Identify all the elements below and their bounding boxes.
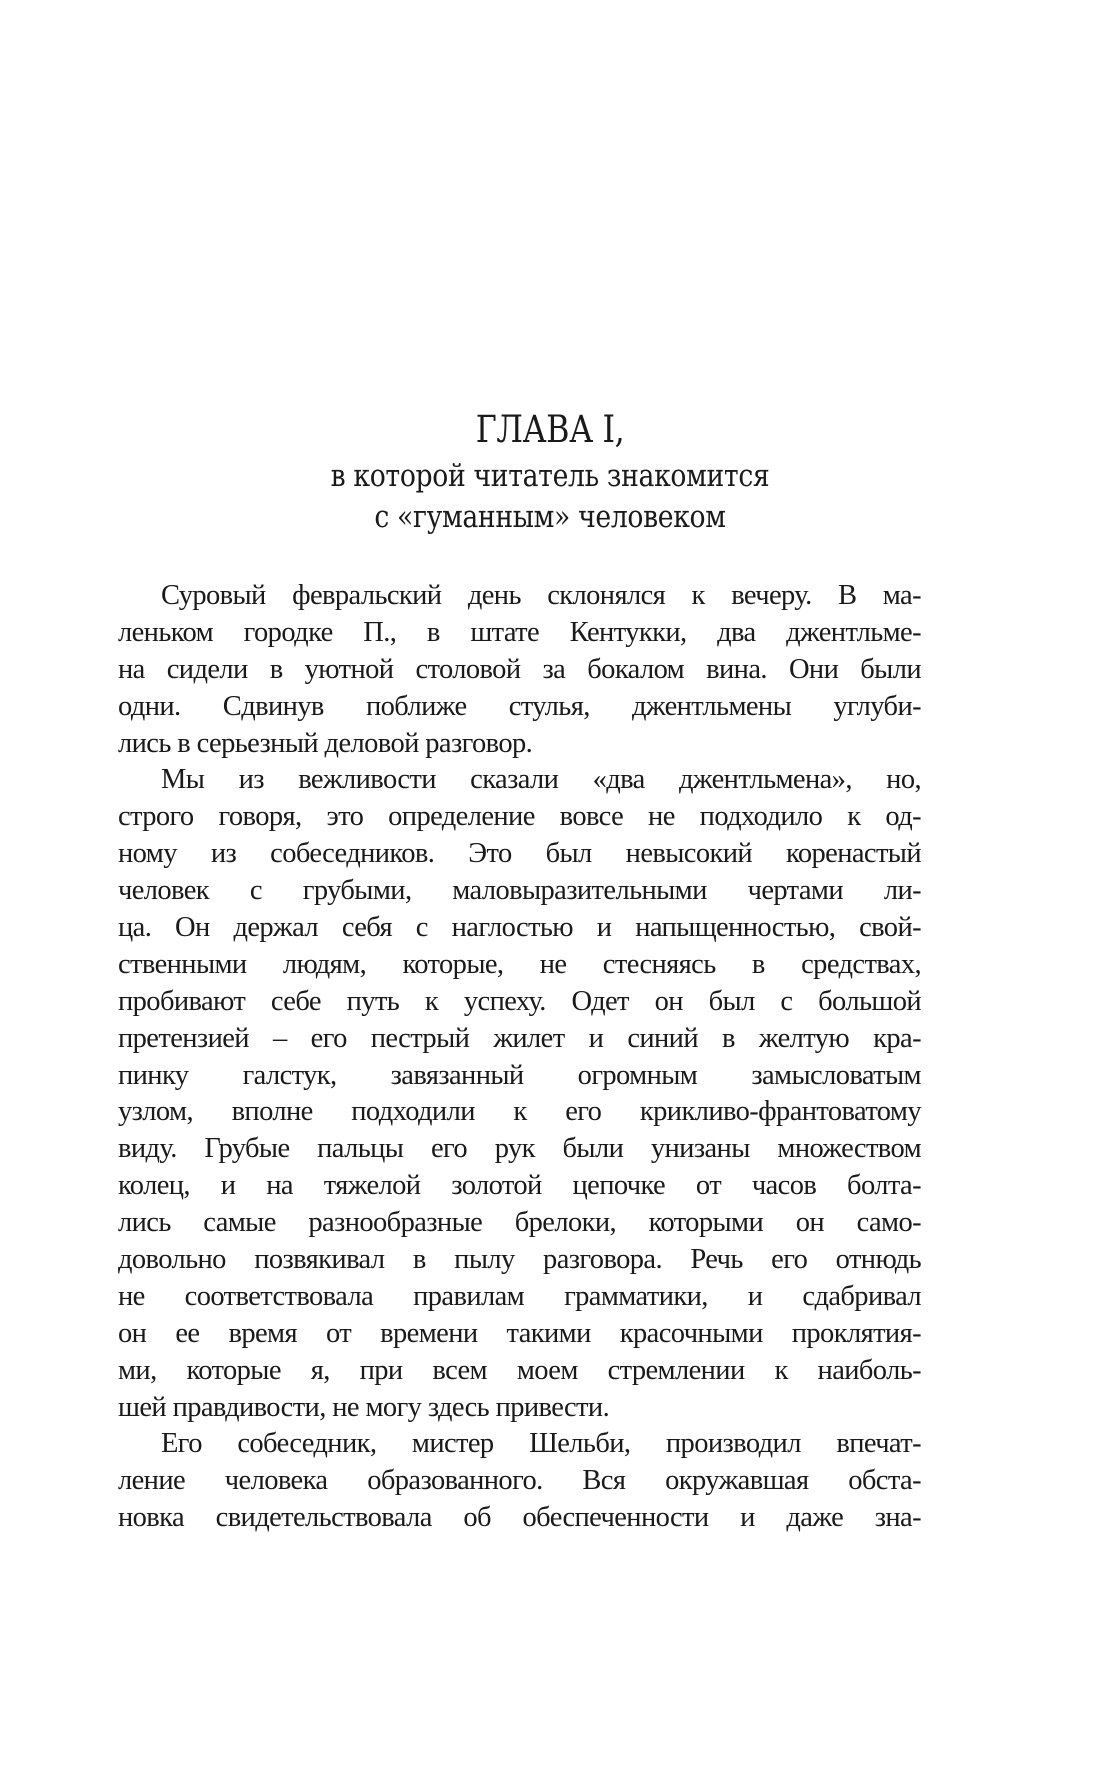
- text-line: Его собеседник, мистер Шельби, производил впечат-: [161, 1428, 921, 1460]
- text-line: не соответствовала правилам грамматики, и сдабривал: [118, 1280, 921, 1312]
- text-line: ственными людям, которые, не стесняясь в средствах,: [118, 948, 921, 980]
- text-line: пробивают себе путь к успеху. Одет он был с большой: [118, 985, 921, 1017]
- text-line: леньком городке П., в штате Кентукки, два джентльме-: [118, 616, 921, 648]
- text-line: человек с грубыми, маловыразительными чертами ли-: [118, 875, 921, 907]
- text-line: довольно позвякивал в пылу разговора. Речь его отнюдь: [118, 1244, 921, 1276]
- paragraph: [118, 1426, 921, 1537]
- text-line: пинку галстук, завязанный огромным замысловатым: [118, 1059, 921, 1091]
- chapter-heading: [0, 404, 1100, 538]
- text-line: ца. Он держал себя с наглостью и напыщенностью, свой-: [118, 912, 921, 944]
- chapter-body: [118, 578, 921, 1537]
- text-line: шей правдивости, не могу здесь привести.: [118, 1391, 610, 1423]
- paragraph: [118, 578, 921, 762]
- chapter-subtitle-line: с «гуманным» человеком: [374, 499, 726, 535]
- text-line: Мы из вежливости сказали «два джентльмена», но,: [161, 764, 921, 796]
- chapter-subtitle-line: в которой читатель знакомится: [330, 458, 770, 494]
- text-line: узлом, вполне подходили к его крикливо-франтоватому: [118, 1096, 921, 1128]
- text-line: на сидели в уютной столовой за бокалом вина. Они были: [118, 653, 921, 685]
- text-line: лись в серьезный деловой разговор.: [118, 727, 533, 759]
- text-line: Суровый февральский день склонялся к вечеру. В ма-: [161, 580, 921, 611]
- text-line: новка свидетельствовала об обеспеченности и даже зна-: [118, 1502, 921, 1534]
- text-line: претензией – его пестрый жилет и синий в желтую кра-: [118, 1022, 921, 1054]
- text-line: виду. Грубые пальцы его рук были унизаны множеством: [118, 1133, 921, 1165]
- chapter-title: ГЛАВА I,: [475, 408, 625, 451]
- text-line: он ее время от времени такими красочными проклятия-: [118, 1317, 921, 1349]
- text-line: строго говоря, это определение вовсе не подходило к од-: [118, 801, 921, 833]
- text-line: ному из собеседников. Это был невысокий коренастый: [118, 838, 921, 870]
- text-line: колец, и на тяжелой золотой цепочке от часов болта-: [118, 1170, 921, 1202]
- text-line: лись самые разнообразные брелоки, которыми он само-: [118, 1207, 921, 1239]
- text-line: одни. Сдвинув поближе стулья, джентльмены углуби-: [118, 690, 921, 722]
- text-line: ление человека образованного. Вся окружавшая обста-: [118, 1465, 921, 1497]
- paragraph: [118, 762, 921, 1426]
- text-line: ми, которые я, при всем моем стремлении к наиболь-: [118, 1354, 921, 1386]
